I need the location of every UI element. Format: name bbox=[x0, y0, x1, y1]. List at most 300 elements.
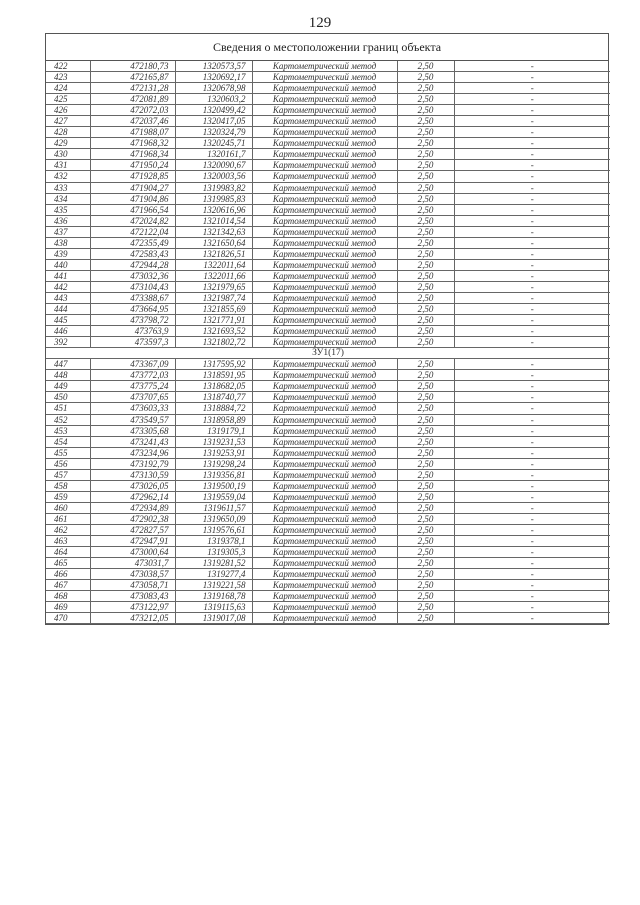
y-coordinate-cell: 1318884,72 bbox=[175, 403, 252, 414]
method-cell: Картометрический метод bbox=[252, 259, 397, 270]
y-coordinate-cell: 1319500,19 bbox=[175, 480, 252, 491]
table-row bbox=[46, 237, 610, 248]
x-coordinate-cell: 472947,91 bbox=[90, 536, 175, 547]
y-coordinate-cell: 1319179,1 bbox=[175, 425, 252, 436]
y-coordinate-cell: 1322011,64 bbox=[175, 259, 252, 270]
y-coordinate-cell: 1319611,57 bbox=[175, 502, 252, 513]
x-coordinate-cell: 473772,03 bbox=[90, 370, 175, 381]
note-cell: - bbox=[454, 304, 610, 315]
point-number-cell: 428 bbox=[46, 127, 90, 138]
x-coordinate-cell: 473031,7 bbox=[90, 558, 175, 569]
x-coordinate-cell: 473603,33 bbox=[90, 403, 175, 414]
y-coordinate-cell: 1320573,57 bbox=[175, 61, 252, 72]
y-coordinate-cell: 1322011,66 bbox=[175, 270, 252, 281]
point-number-cell: 452 bbox=[46, 414, 90, 425]
point-number-cell: 467 bbox=[46, 580, 90, 591]
x-coordinate-cell: 472962,14 bbox=[90, 491, 175, 502]
precision-cell: 2,50 bbox=[397, 613, 454, 624]
note-cell: - bbox=[454, 127, 610, 138]
note-cell: - bbox=[454, 591, 610, 602]
table-row bbox=[46, 403, 610, 414]
note-cell: - bbox=[454, 116, 610, 127]
y-coordinate-cell: 1319378,1 bbox=[175, 536, 252, 547]
y-coordinate-cell: 1319576,61 bbox=[175, 524, 252, 535]
y-coordinate-cell: 1321855,69 bbox=[175, 304, 252, 315]
y-coordinate-cell: 1320417,05 bbox=[175, 116, 252, 127]
table-row bbox=[46, 381, 610, 392]
table-row bbox=[46, 292, 610, 303]
precision-cell: 2,50 bbox=[397, 292, 454, 303]
x-coordinate-cell: 473104,43 bbox=[90, 281, 175, 292]
method-cell: Картометрический метод bbox=[252, 292, 397, 303]
table-row bbox=[46, 304, 610, 315]
point-number-cell: 434 bbox=[46, 193, 90, 204]
y-coordinate-cell: 1320161,7 bbox=[175, 149, 252, 160]
note-cell: - bbox=[454, 613, 610, 624]
page-number: 129 bbox=[308, 15, 332, 31]
x-coordinate-cell: 473597,3 bbox=[90, 337, 175, 348]
coordinates-table bbox=[46, 61, 610, 624]
table-row bbox=[46, 171, 610, 182]
y-coordinate-cell: 1320003,56 bbox=[175, 171, 252, 182]
y-coordinate-cell: 1318682,05 bbox=[175, 381, 252, 392]
note-cell: - bbox=[454, 83, 610, 94]
y-coordinate-cell: 1317595,92 bbox=[175, 359, 252, 370]
point-number-cell: 423 bbox=[46, 72, 90, 83]
x-coordinate-cell: 472131,28 bbox=[90, 83, 175, 94]
method-cell: Картометрический метод bbox=[252, 61, 397, 72]
note-cell: - bbox=[454, 281, 610, 292]
note-cell: - bbox=[454, 381, 610, 392]
table-row bbox=[46, 591, 610, 602]
note-cell: - bbox=[454, 61, 610, 72]
x-coordinate-cell: 472934,89 bbox=[90, 502, 175, 513]
method-cell: Картометрический метод bbox=[252, 558, 397, 569]
section-row bbox=[46, 348, 610, 359]
method-cell: Картометрический метод bbox=[252, 513, 397, 524]
y-coordinate-cell: 1319017,08 bbox=[175, 613, 252, 624]
note-cell: - bbox=[454, 536, 610, 547]
table-row bbox=[46, 337, 610, 348]
point-number-cell: 433 bbox=[46, 182, 90, 193]
table-row bbox=[46, 580, 610, 591]
table-row bbox=[46, 226, 610, 237]
boundary-table-sheet bbox=[45, 33, 609, 625]
method-cell: Картометрический метод bbox=[252, 116, 397, 127]
point-number-cell: 424 bbox=[46, 83, 90, 94]
precision-cell: 2,50 bbox=[397, 304, 454, 315]
method-cell: Картометрический метод bbox=[252, 304, 397, 315]
note-cell: - bbox=[454, 193, 610, 204]
point-number-cell: 466 bbox=[46, 569, 90, 580]
method-cell: Картометрический метод bbox=[252, 403, 397, 414]
method-cell: Картометрический метод bbox=[252, 602, 397, 613]
x-coordinate-cell: 472583,43 bbox=[90, 248, 175, 259]
precision-cell: 2,50 bbox=[397, 116, 454, 127]
point-number-cell: 432 bbox=[46, 171, 90, 182]
point-number-cell: 429 bbox=[46, 138, 90, 149]
precision-cell: 2,50 bbox=[397, 403, 454, 414]
precision-cell: 2,50 bbox=[397, 436, 454, 447]
point-number-cell: 437 bbox=[46, 226, 90, 237]
method-cell: Картометрический метод bbox=[252, 480, 397, 491]
x-coordinate-cell: 473775,24 bbox=[90, 381, 175, 392]
note-cell: - bbox=[454, 315, 610, 326]
point-number-cell: 439 bbox=[46, 248, 90, 259]
method-cell: Картометрический метод bbox=[252, 469, 397, 480]
method-cell: Картометрический метод bbox=[252, 447, 397, 458]
method-cell: Картометрический метод bbox=[252, 326, 397, 337]
point-number-cell: 464 bbox=[46, 547, 90, 558]
y-coordinate-cell: 1318958,89 bbox=[175, 414, 252, 425]
x-coordinate-cell: 472355,49 bbox=[90, 237, 175, 248]
method-cell: Картометрический метод bbox=[252, 491, 397, 502]
note-cell: - bbox=[454, 469, 610, 480]
point-number-cell: 468 bbox=[46, 591, 90, 602]
y-coordinate-cell: 1321650,64 bbox=[175, 237, 252, 248]
point-number-cell: 470 bbox=[46, 613, 90, 624]
table-row bbox=[46, 613, 610, 624]
x-coordinate-cell: 472037,46 bbox=[90, 116, 175, 127]
precision-cell: 2,50 bbox=[397, 237, 454, 248]
note-cell: - bbox=[454, 370, 610, 381]
method-cell: Картометрический метод bbox=[252, 160, 397, 171]
y-coordinate-cell: 1319253,91 bbox=[175, 447, 252, 458]
x-coordinate-cell: 472944,28 bbox=[90, 259, 175, 270]
point-number-cell: 442 bbox=[46, 281, 90, 292]
note-cell: - bbox=[454, 72, 610, 83]
precision-cell: 2,50 bbox=[397, 513, 454, 524]
x-coordinate-cell: 473083,43 bbox=[90, 591, 175, 602]
point-number-cell: 431 bbox=[46, 160, 90, 171]
y-coordinate-cell: 1320692,17 bbox=[175, 72, 252, 83]
point-number-cell: 430 bbox=[46, 149, 90, 160]
x-coordinate-cell: 471968,34 bbox=[90, 149, 175, 160]
precision-cell: 2,50 bbox=[397, 359, 454, 370]
y-coordinate-cell: 1319281,52 bbox=[175, 558, 252, 569]
point-number-cell: 460 bbox=[46, 502, 90, 513]
precision-cell: 2,50 bbox=[397, 215, 454, 226]
note-cell: - bbox=[454, 491, 610, 502]
y-coordinate-cell: 1319983,82 bbox=[175, 182, 252, 193]
precision-cell: 2,50 bbox=[397, 558, 454, 569]
x-coordinate-cell: 473549,57 bbox=[90, 414, 175, 425]
table-row bbox=[46, 270, 610, 281]
note-cell: - bbox=[454, 204, 610, 215]
point-number-cell: 426 bbox=[46, 105, 90, 116]
note-cell: - bbox=[454, 359, 610, 370]
x-coordinate-cell: 473212,05 bbox=[90, 613, 175, 624]
point-number-cell: 444 bbox=[46, 304, 90, 315]
note-cell: - bbox=[454, 160, 610, 171]
method-cell: Картометрический метод bbox=[252, 458, 397, 469]
note-cell: - bbox=[454, 524, 610, 535]
x-coordinate-cell: 472827,57 bbox=[90, 524, 175, 535]
note-cell: - bbox=[454, 436, 610, 447]
table-row bbox=[46, 83, 610, 94]
point-number-cell: 451 bbox=[46, 403, 90, 414]
precision-cell: 2,50 bbox=[397, 447, 454, 458]
x-coordinate-cell: 473367,09 bbox=[90, 359, 175, 370]
x-coordinate-cell: 473241,43 bbox=[90, 436, 175, 447]
table-row bbox=[46, 491, 610, 502]
point-number-cell: 463 bbox=[46, 536, 90, 547]
note-cell: - bbox=[454, 414, 610, 425]
x-coordinate-cell: 471904,27 bbox=[90, 182, 175, 193]
x-coordinate-cell: 472024,82 bbox=[90, 215, 175, 226]
point-number-cell: 446 bbox=[46, 326, 90, 337]
point-number-cell: 435 bbox=[46, 204, 90, 215]
x-coordinate-cell: 473038,57 bbox=[90, 569, 175, 580]
table-row bbox=[46, 248, 610, 259]
precision-cell: 2,50 bbox=[397, 469, 454, 480]
point-number-cell: 440 bbox=[46, 259, 90, 270]
point-number-cell: 441 bbox=[46, 270, 90, 281]
x-coordinate-cell: 473388,67 bbox=[90, 292, 175, 303]
note-cell: - bbox=[454, 602, 610, 613]
point-number-cell: 438 bbox=[46, 237, 90, 248]
precision-cell: 2,50 bbox=[397, 414, 454, 425]
point-number-cell: 455 bbox=[46, 447, 90, 458]
y-coordinate-cell: 1319650,09 bbox=[175, 513, 252, 524]
note-cell: - bbox=[454, 138, 610, 149]
precision-cell: 2,50 bbox=[397, 315, 454, 326]
x-coordinate-cell: 473763,9 bbox=[90, 326, 175, 337]
precision-cell: 2,50 bbox=[397, 160, 454, 171]
y-coordinate-cell: 1320245,71 bbox=[175, 138, 252, 149]
y-coordinate-cell: 1321826,51 bbox=[175, 248, 252, 259]
x-coordinate-cell: 473026,05 bbox=[90, 480, 175, 491]
y-coordinate-cell: 1318591,95 bbox=[175, 370, 252, 381]
x-coordinate-cell: 473798,72 bbox=[90, 315, 175, 326]
x-coordinate-cell: 471988,07 bbox=[90, 127, 175, 138]
method-cell: Картометрический метод bbox=[252, 193, 397, 204]
precision-cell: 2,50 bbox=[397, 370, 454, 381]
note-cell: - bbox=[454, 569, 610, 580]
y-coordinate-cell: 1319305,3 bbox=[175, 547, 252, 558]
section-label: ЗУ1(17) bbox=[46, 348, 610, 359]
x-coordinate-cell: 471904,86 bbox=[90, 193, 175, 204]
method-cell: Картометрический метод bbox=[252, 502, 397, 513]
x-coordinate-cell: 473130,59 bbox=[90, 469, 175, 480]
table-row bbox=[46, 469, 610, 480]
y-coordinate-cell: 1320603,2 bbox=[175, 94, 252, 105]
precision-cell: 2,50 bbox=[397, 105, 454, 116]
x-coordinate-cell: 473664,95 bbox=[90, 304, 175, 315]
method-cell: Картометрический метод bbox=[252, 591, 397, 602]
table-row bbox=[46, 61, 610, 72]
method-cell: Картометрический метод bbox=[252, 315, 397, 326]
precision-cell: 2,50 bbox=[397, 425, 454, 436]
point-number-cell: 450 bbox=[46, 392, 90, 403]
point-number-cell: 392 bbox=[46, 337, 90, 348]
y-coordinate-cell: 1320616,96 bbox=[175, 204, 252, 215]
precision-cell: 2,50 bbox=[397, 591, 454, 602]
y-coordinate-cell: 1319277,4 bbox=[175, 569, 252, 580]
y-coordinate-cell: 1320090,67 bbox=[175, 160, 252, 171]
precision-cell: 2,50 bbox=[397, 602, 454, 613]
note-cell: - bbox=[454, 547, 610, 558]
method-cell: Картометрический метод bbox=[252, 127, 397, 138]
method-cell: Картометрический метод bbox=[252, 381, 397, 392]
y-coordinate-cell: 1320324,79 bbox=[175, 127, 252, 138]
point-number-cell: 436 bbox=[46, 215, 90, 226]
point-number-cell: 458 bbox=[46, 480, 90, 491]
note-cell: - bbox=[454, 237, 610, 248]
table-row bbox=[46, 215, 610, 226]
precision-cell: 2,50 bbox=[397, 536, 454, 547]
point-number-cell: 445 bbox=[46, 315, 90, 326]
method-cell: Картометрический метод bbox=[252, 105, 397, 116]
point-number-cell: 459 bbox=[46, 491, 90, 502]
method-cell: Картометрический метод bbox=[252, 436, 397, 447]
method-cell: Картометрический метод bbox=[252, 138, 397, 149]
table-row bbox=[46, 524, 610, 535]
y-coordinate-cell: 1319115,63 bbox=[175, 602, 252, 613]
note-cell: - bbox=[454, 480, 610, 491]
y-coordinate-cell: 1319985,83 bbox=[175, 193, 252, 204]
note-cell: - bbox=[454, 447, 610, 458]
method-cell: Картометрический метод bbox=[252, 72, 397, 83]
point-number-cell: 457 bbox=[46, 469, 90, 480]
point-number-cell: 462 bbox=[46, 524, 90, 535]
point-number-cell: 456 bbox=[46, 458, 90, 469]
point-number-cell: 449 bbox=[46, 381, 90, 392]
table-title: Сведения о местоположении границ объекта bbox=[46, 34, 608, 61]
method-cell: Картометрический метод bbox=[252, 149, 397, 160]
precision-cell: 2,50 bbox=[397, 182, 454, 193]
note-cell: - bbox=[454, 292, 610, 303]
method-cell: Картометрический метод bbox=[252, 536, 397, 547]
y-coordinate-cell: 1320678,98 bbox=[175, 83, 252, 94]
method-cell: Картометрический метод bbox=[252, 414, 397, 425]
table-row bbox=[46, 160, 610, 171]
note-cell: - bbox=[454, 94, 610, 105]
note-cell: - bbox=[454, 171, 610, 182]
note-cell: - bbox=[454, 226, 610, 237]
note-cell: - bbox=[454, 403, 610, 414]
method-cell: Картометрический метод bbox=[252, 94, 397, 105]
table-row bbox=[46, 513, 610, 524]
y-coordinate-cell: 1319559,04 bbox=[175, 491, 252, 502]
precision-cell: 2,50 bbox=[397, 381, 454, 392]
method-cell: Картометрический метод bbox=[252, 204, 397, 215]
method-cell: Картометрический метод bbox=[252, 171, 397, 182]
table-row bbox=[46, 138, 610, 149]
method-cell: Картометрический метод bbox=[252, 83, 397, 94]
point-number-cell: 427 bbox=[46, 116, 90, 127]
x-coordinate-cell: 471966,54 bbox=[90, 204, 175, 215]
method-cell: Картометрический метод bbox=[252, 524, 397, 535]
method-cell: Картометрический метод bbox=[252, 370, 397, 381]
x-coordinate-cell: 473122,97 bbox=[90, 602, 175, 613]
y-coordinate-cell: 1321342,63 bbox=[175, 226, 252, 237]
table-row bbox=[46, 116, 610, 127]
point-number-cell: 448 bbox=[46, 370, 90, 381]
point-number-cell: 443 bbox=[46, 292, 90, 303]
point-number-cell: 454 bbox=[46, 436, 90, 447]
table-row bbox=[46, 315, 610, 326]
precision-cell: 2,50 bbox=[397, 569, 454, 580]
note-cell: - bbox=[454, 337, 610, 348]
method-cell: Картометрический метод bbox=[252, 182, 397, 193]
y-coordinate-cell: 1321693,52 bbox=[175, 326, 252, 337]
y-coordinate-cell: 1319231,53 bbox=[175, 436, 252, 447]
y-coordinate-cell: 1319298,24 bbox=[175, 458, 252, 469]
precision-cell: 2,50 bbox=[397, 204, 454, 215]
point-number-cell: 447 bbox=[46, 359, 90, 370]
precision-cell: 2,50 bbox=[397, 270, 454, 281]
precision-cell: 2,50 bbox=[397, 94, 454, 105]
precision-cell: 2,50 bbox=[397, 480, 454, 491]
table-row bbox=[46, 414, 610, 425]
note-cell: - bbox=[454, 458, 610, 469]
note-cell: - bbox=[454, 105, 610, 116]
point-number-cell: 469 bbox=[46, 602, 90, 613]
table-row bbox=[46, 436, 610, 447]
x-coordinate-cell: 472165,87 bbox=[90, 72, 175, 83]
table-row bbox=[46, 425, 610, 436]
x-coordinate-cell: 472072,03 bbox=[90, 105, 175, 116]
precision-cell: 2,50 bbox=[397, 248, 454, 259]
table-row bbox=[46, 547, 610, 558]
precision-cell: 2,50 bbox=[397, 138, 454, 149]
x-coordinate-cell: 473234,96 bbox=[90, 447, 175, 458]
method-cell: Картометрический метод bbox=[252, 613, 397, 624]
precision-cell: 2,50 bbox=[397, 72, 454, 83]
method-cell: Картометрический метод bbox=[252, 226, 397, 237]
precision-cell: 2,50 bbox=[397, 149, 454, 160]
note-cell: - bbox=[454, 513, 610, 524]
method-cell: Картометрический метод bbox=[252, 569, 397, 580]
y-coordinate-cell: 1319221,58 bbox=[175, 580, 252, 591]
note-cell: - bbox=[454, 259, 610, 270]
table-row bbox=[46, 127, 610, 138]
x-coordinate-cell: 472081,89 bbox=[90, 94, 175, 105]
precision-cell: 2,50 bbox=[397, 127, 454, 138]
note-cell: - bbox=[454, 580, 610, 591]
point-number-cell: 465 bbox=[46, 558, 90, 569]
table-row bbox=[46, 72, 610, 83]
table-row bbox=[46, 105, 610, 116]
method-cell: Картометрический метод bbox=[252, 392, 397, 403]
x-coordinate-cell: 472180,73 bbox=[90, 61, 175, 72]
y-coordinate-cell: 1320499,42 bbox=[175, 105, 252, 116]
x-coordinate-cell: 473192,79 bbox=[90, 458, 175, 469]
table-row bbox=[46, 569, 610, 580]
precision-cell: 2,50 bbox=[397, 226, 454, 237]
table-row bbox=[46, 480, 610, 491]
table-row bbox=[46, 502, 610, 513]
y-coordinate-cell: 1321014,54 bbox=[175, 215, 252, 226]
table-row bbox=[46, 458, 610, 469]
point-number-cell: 461 bbox=[46, 513, 90, 524]
note-cell: - bbox=[454, 425, 610, 436]
method-cell: Картометрический метод bbox=[252, 547, 397, 558]
x-coordinate-cell: 471928,85 bbox=[90, 171, 175, 182]
table-row bbox=[46, 370, 610, 381]
x-coordinate-cell: 472122,04 bbox=[90, 226, 175, 237]
precision-cell: 2,50 bbox=[397, 580, 454, 591]
table-row bbox=[46, 204, 610, 215]
precision-cell: 2,50 bbox=[397, 491, 454, 502]
table-row bbox=[46, 536, 610, 547]
method-cell: Картометрический метод bbox=[252, 237, 397, 248]
point-number-cell: 453 bbox=[46, 425, 90, 436]
precision-cell: 2,50 bbox=[397, 281, 454, 292]
method-cell: Картометрический метод bbox=[252, 248, 397, 259]
table-row bbox=[46, 447, 610, 458]
